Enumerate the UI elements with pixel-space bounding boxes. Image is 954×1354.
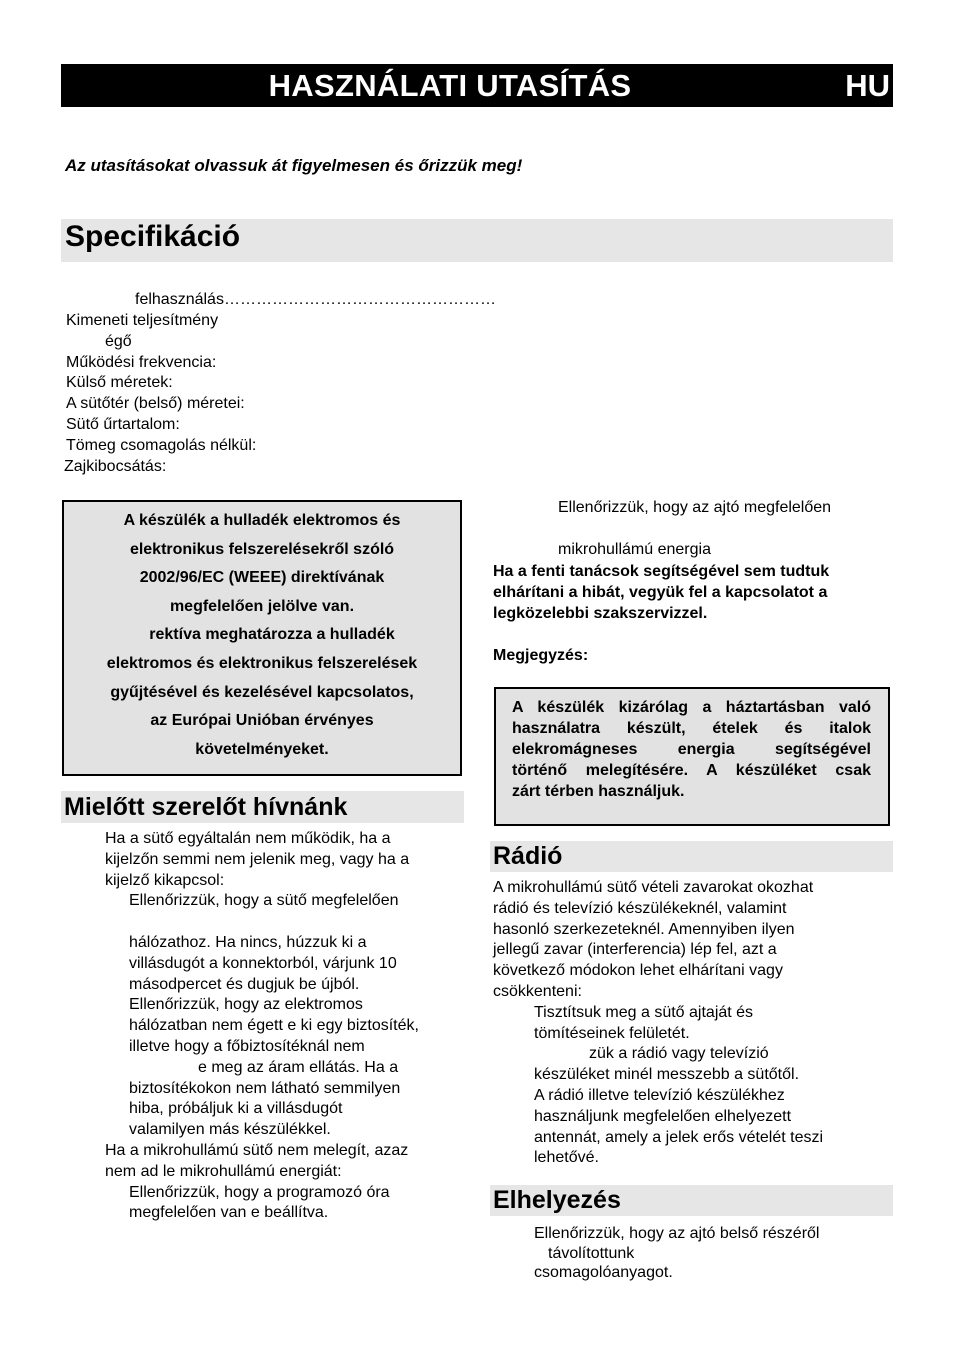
intro-text: Az utasításokat olvassuk át figyelmesen és őrizzük meg! bbox=[65, 156, 523, 175]
service-line: Ha a fenti tanácsok segítségével sem tudtuk bbox=[493, 563, 830, 580]
spec-line: Sütő űrtartalom: bbox=[66, 416, 180, 433]
placement-text bbox=[534, 1224, 819, 1284]
radio-line: lehetővé. bbox=[534, 1149, 599, 1167]
note-label: Megjegyzés: bbox=[493, 647, 589, 664]
radio-line: A mikrohullámú sütő vételi zavarokat okozhat bbox=[493, 879, 814, 896]
weee-line: A készülék a hulladék elektromos és bbox=[123, 512, 401, 529]
radio-line: tömítéseinek felületét. bbox=[534, 1024, 690, 1042]
spec-line: Külső méretek: bbox=[66, 374, 173, 391]
before-line: illetve hogy a főbiztosítéknál nem bbox=[129, 1037, 365, 1055]
service-advice bbox=[493, 561, 829, 624]
page-title: HASZNÁLATI UTASÍTÁS bbox=[268, 68, 632, 103]
weee-line: megfelelően jelölve van. bbox=[169, 597, 355, 615]
placement-line: Ellenőrizzük, hogy az ajtó belső részéről bbox=[534, 1225, 820, 1242]
before-line: biztosítékokon nem látható semmilyen bbox=[129, 1079, 401, 1097]
spec-line: Zajkibocsátás: bbox=[64, 458, 167, 475]
household-line: zárt térben használjuk. bbox=[512, 783, 685, 800]
radio-line: A rádió illetve televízió készülékhez bbox=[534, 1086, 785, 1104]
service-line: elhárítani a hibát, vegyük fel a kapcsolatot a bbox=[493, 584, 828, 601]
household-line: történő melegítésére. A készüléket csak bbox=[512, 762, 871, 779]
radio-line: készüléket minél messzebb a sütőtől. bbox=[534, 1066, 800, 1084]
weee-line: követelményeket. bbox=[195, 740, 329, 758]
spec-line: égő bbox=[105, 333, 132, 350]
weee-line: az Európai Unióban érvényes bbox=[150, 712, 374, 730]
radio-line: következő módokon lehet elhárítani vagy bbox=[493, 962, 783, 980]
radio-heading: Rádió bbox=[493, 842, 563, 870]
before-line: hálózatban nem égett e ki egy biztosíték, bbox=[129, 1017, 419, 1035]
microwave-energy-line: mikrohullámú energia bbox=[558, 541, 711, 558]
spec-line: Tömeg csomagolás nélkül: bbox=[66, 437, 257, 454]
weee-line: 2002/96/EC (WEEE) direktívának bbox=[139, 569, 385, 587]
placement-line: távolítottunk bbox=[548, 1244, 635, 1262]
weee-line: gyűjtésével és kezelésével kapcsolatos, bbox=[110, 683, 414, 701]
language-code: HU bbox=[845, 68, 890, 103]
before-line: Ha a mikrohullámú sütő nem melegít, azaz bbox=[105, 1141, 409, 1159]
radio-line: zük a rádió vagy televízió bbox=[589, 1045, 769, 1063]
before-line: nem ad le mikrohullámú energiát: bbox=[105, 1162, 342, 1180]
before-line: villásdugót a konnektorból, várjunk 10 bbox=[129, 954, 397, 972]
before-line: hálózathoz. Ha nincs, húzzuk ki a bbox=[129, 933, 367, 951]
weee-notice-text bbox=[64, 507, 460, 764]
household-line: A készülék kizárólag a háztartásban való bbox=[512, 699, 871, 716]
radio-line: antennát, amely a jelek erős vételét teszi bbox=[534, 1128, 824, 1146]
before-line: valamilyen más készülékkel. bbox=[129, 1121, 331, 1139]
before-line: Ha a sütő egyáltalán nem működik, ha a bbox=[105, 830, 391, 847]
radio-line: hasonló szerkezeteknél. Amennyiben ilyen bbox=[493, 920, 795, 938]
household-line: használatra készült, ételek és italok bbox=[512, 720, 871, 737]
before-line: másodpercet és dugjuk be újból. bbox=[129, 975, 360, 993]
spec-line: felhasználás…………………………………………… bbox=[135, 291, 496, 308]
weee-line: elektromos és elektronikus felszerelések bbox=[106, 654, 418, 672]
weee-line: elektronikus felszerelésekről szóló bbox=[129, 540, 395, 558]
household-use-text bbox=[512, 697, 871, 802]
door-check-line: Ellenőrizzük, hogy az ajtó megfelelően bbox=[558, 499, 832, 516]
before-line: kijelző kikapcsol: bbox=[105, 871, 225, 889]
before-line: Ellenőrizzük, hogy az elektromos bbox=[129, 996, 363, 1014]
placement-line: csomagolóanyagot. bbox=[534, 1263, 673, 1281]
radio-line: Tisztítsuk meg a sütő ajtaját és bbox=[534, 1003, 754, 1021]
before-line bbox=[105, 912, 419, 933]
spec-line: Működési frekvencia: bbox=[66, 354, 217, 371]
radio-text bbox=[493, 878, 823, 1169]
before-line: kijelzőn semmi nem jelenik meg, vagy ha a bbox=[105, 850, 410, 868]
before-line: megfelelően van e beállítva. bbox=[129, 1204, 329, 1222]
radio-line: jellegű zavar (interferencia) lép fel, azt a bbox=[493, 941, 777, 959]
household-line: elekromágneses energia segítségével bbox=[512, 741, 871, 758]
spec-line: Kimeneti teljesítmény bbox=[66, 312, 219, 329]
spec-line: A sütőtér (belső) méretei: bbox=[66, 395, 245, 412]
spec-heading: Specifikáció bbox=[65, 220, 241, 253]
radio-line: csökkenteni: bbox=[493, 982, 582, 1000]
service-line: legközelebbi szakszervizzel. bbox=[493, 605, 708, 622]
weee-line: rektíva meghatározza a hulladék bbox=[149, 626, 395, 644]
before-line: Ellenőrizzük, hogy a programozó óra bbox=[129, 1183, 390, 1201]
before-line: hiba, próbáljuk ki a villásdugót bbox=[129, 1100, 343, 1118]
radio-line: használjunk megfelelően elhelyezett bbox=[534, 1107, 792, 1125]
radio-line: rádió és televízió készülékeknél, valamint bbox=[493, 899, 787, 917]
before-heading: Mielőtt szerelőt hívnánk bbox=[64, 793, 348, 821]
before-text bbox=[105, 829, 419, 1224]
placement-heading: Elhelyezés bbox=[493, 1186, 621, 1214]
before-line: e meg az áram ellátás. Ha a bbox=[198, 1058, 399, 1076]
before-line: Ellenőrizzük, hogy a sütő megfelelően bbox=[129, 892, 399, 910]
